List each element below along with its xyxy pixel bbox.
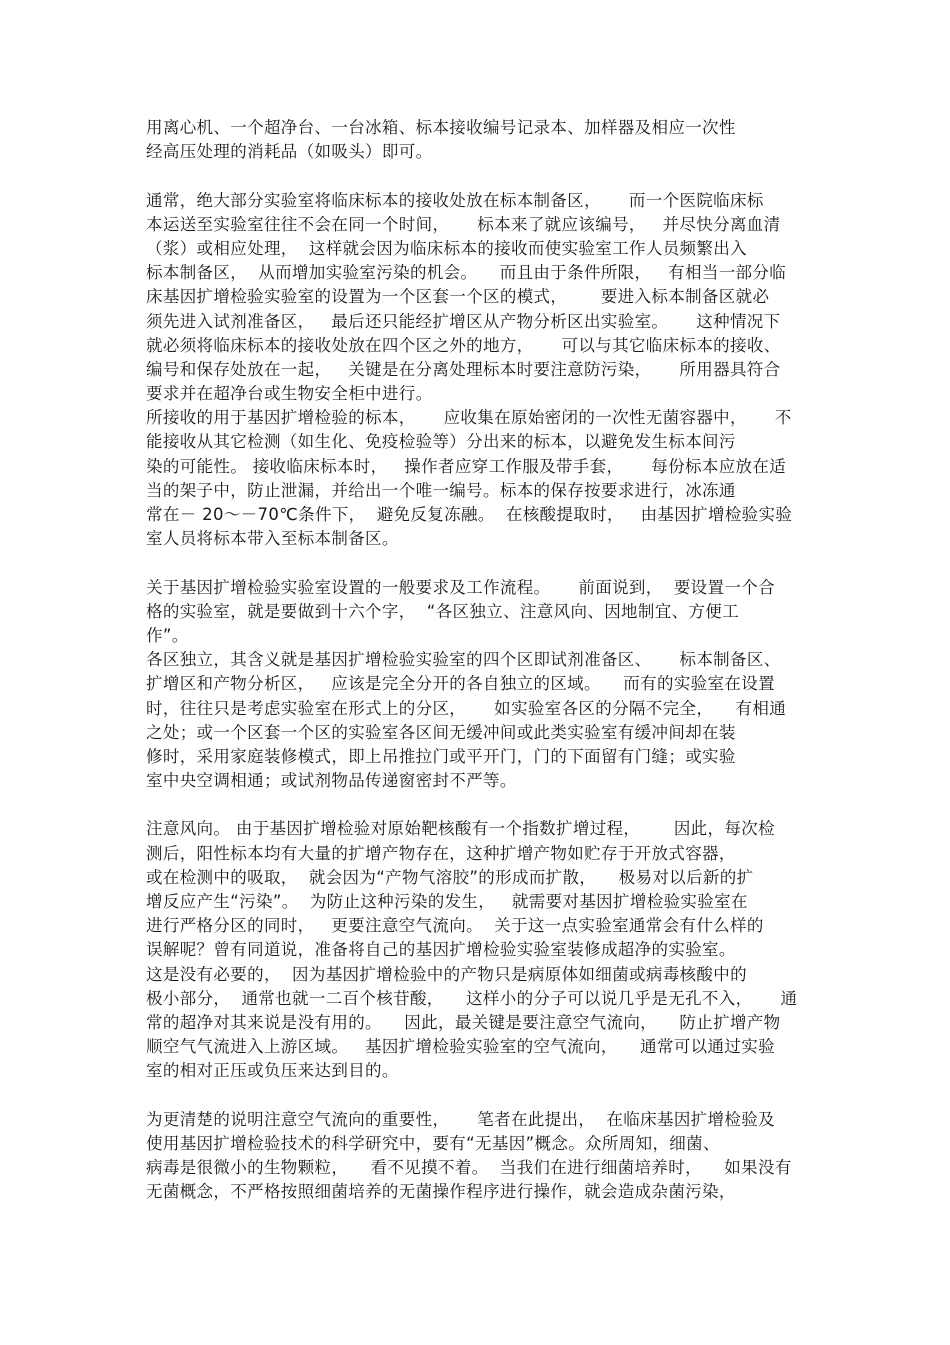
text-line: 须先进入试剂准备区， 最后还只能经扩增区从产物分析区出实验室。 这种情况下 xyxy=(146,311,781,331)
text-line: 增反应产生“污染”。 为防止这种污染的发生， 就需要对基因扩增检验实验室在 xyxy=(146,892,748,911)
text-line: 误解呢？曾有同道说，准备将自己的基因扩增检验实验室装修成超净的实验室。 xyxy=(146,940,736,960)
text-line: 或在检测中的吸取， 就会因为“产物气溶胶”的形成而扩散， 极易对以后新的扩 xyxy=(146,867,754,887)
paragraph-gap xyxy=(146,793,812,817)
text-line: 修时，采用家庭装修模式，即上吊推拉门或平开门，门的下面留有门缝；或实验 xyxy=(146,746,736,766)
text-line: 测后，阳性标本均有大量的扩增产物存在，这种扩增产物如贮存于开放式容器， xyxy=(146,843,736,863)
text-line: （浆）或相应处理， 这样就会因为临床标本的接收而使实验室工作人员频繁出入 xyxy=(146,238,747,258)
text-line: 染的可能性。 接收临床标本时， 操作者应穿工作服及带手套， 每份标本应放在适 xyxy=(146,456,787,476)
text-line: 用离心机、一个超净台、一台冰箱、标本接收编号记录本、加样器及相应一次性 xyxy=(146,118,736,137)
text-line: 室人员将标本带入至标本制备区。 xyxy=(146,529,399,549)
paragraph-p1 xyxy=(146,116,812,164)
paragraph-p2 xyxy=(146,189,812,407)
text-line: 使用基因扩增检验技术的科学研究中，要有“无基因”概念。众所周知，细菌、 xyxy=(146,1133,720,1153)
text-line: 这是没有必要的， 因为基因扩增检验中的产物只是病原体如细菌或病毒核酸中的 xyxy=(146,964,747,984)
paragraph-gap xyxy=(146,1084,812,1108)
text-line: 无菌概念，不严格按照细菌培养的无菌操作程序进行操作，就会造成杂菌污染， xyxy=(146,1182,736,1202)
text-line: 要求并在超净台或生物安全柜中进行。 xyxy=(146,384,433,404)
paragraph-p7 xyxy=(146,1108,812,1205)
paragraph-p6 xyxy=(146,817,812,1083)
text-line: 通常，绝大部分实验室将临床标本的接收处放在标本制备区， 而一个医院临床标 xyxy=(146,190,764,210)
text-line: 所接收的用于基因扩增检验的标本， 应收集在原始密闭的一次性无菌容器中， 不 xyxy=(146,408,792,428)
text-line: 为更清楚的说明注意空气流向的重要性， 笔者在此提出， 在临床基因扩增检验及 xyxy=(146,1109,775,1129)
text-line: 格的实验室，就是要做到十六个字， “各区独立、注意风向、因地制宜、方便工 xyxy=(146,601,739,621)
text-line: 关于基因扩增检验实验室设置的一般要求及工作流程。 前面说到， 要设置一个合 xyxy=(146,577,775,597)
text-line: 床基因扩增检验实验室的设置为一个区套一个区的模式， 要进入标本制备区就必 xyxy=(146,287,770,307)
paragraph-gap xyxy=(146,551,812,575)
text-line: 经高压处理的消耗品（如吸头）即可。 xyxy=(146,142,433,162)
text-line: 之处；或一个区套一个区的实验室各区间无缓冲间或此类实验室有缓冲间却在装 xyxy=(146,722,736,742)
text-line: 时，往往只是考虑实验室在形式上的分区， 如实验室各区的分隔不完全， 有相通 xyxy=(146,698,787,718)
text-line: 编号和保存处放在一起， 关键是在分离处理标本时要注意防污染， 所用器具符合 xyxy=(146,359,781,379)
text-line: 标本制备区， 从而增加实验室污染的机会。 而且由于条件所限， 有相当一部分临 xyxy=(146,263,787,283)
text-line: 常的超净对其来说是没有用的。 因此，最关键是要注意空气流向， 防止扩增产物 xyxy=(146,1012,781,1032)
document-page xyxy=(146,116,812,1204)
text-line: 极小部分， 通常也就一二百个核苷酸， 这样小的分子可以说几乎是无孔不入， 通 xyxy=(146,988,798,1008)
text-line: 常在－ 20～－70℃条件下， 避免反复冻融。 在核酸提取时， 由基因扩增检验实验 xyxy=(146,505,793,524)
text-line: 注意风向。 由于基因扩增检验对原始靶核酸有一个指数扩增过程， 因此，每次检 xyxy=(146,819,775,839)
paragraph-gap xyxy=(146,164,812,188)
text-line: 各区独立，其含义就是基因扩增检验实验室的四个区即试剂准备区、 标本制备区、 xyxy=(146,650,781,670)
text-line: 本运送至实验室往往不会在同一个时间， 标本来了就应该编号， 并尽快分离血清 xyxy=(146,214,781,234)
text-line: 室中央空调相通；或试剂物品传递窗密封不严等。 xyxy=(146,771,517,791)
text-line: 就必须将临床标本的接收处放在四个区之外的地方， 可以与其它临床标本的接收、 xyxy=(146,335,781,355)
text-line: 作”。 xyxy=(146,625,189,645)
text-line: 扩增区和产物分析区， 应该是完全分开的各自独立的区域。 而有的实验室在设置 xyxy=(146,674,775,694)
text-line: 病毒是很微小的生物颗粒， 看不见摸不着。 当我们在进行细菌培养时， 如果没有 xyxy=(146,1158,792,1178)
paragraph-p4 xyxy=(146,576,812,649)
text-line: 进行严格分区的同时， 更要注意空气流向。 关于这一点实验室通常会有什么样的 xyxy=(146,916,764,936)
paragraph-p5 xyxy=(146,648,812,793)
text-line: 顺空气气流进入上游区域。 基因扩增检验实验室的空气流向， 通常可以通过实验 xyxy=(146,1037,775,1057)
text-line: 能接收从其它检测（如生化、免疫检验等）分出来的标本，以避免发生标本间污 xyxy=(146,432,736,452)
text-line: 室的相对正压或负压来达到目的。 xyxy=(146,1061,399,1081)
paragraph-p3 xyxy=(146,406,812,551)
text-line: 当的架子中，防止泄漏，并给出一个唯一编号。标本的保存按要求进行，冰冻通 xyxy=(146,480,736,500)
